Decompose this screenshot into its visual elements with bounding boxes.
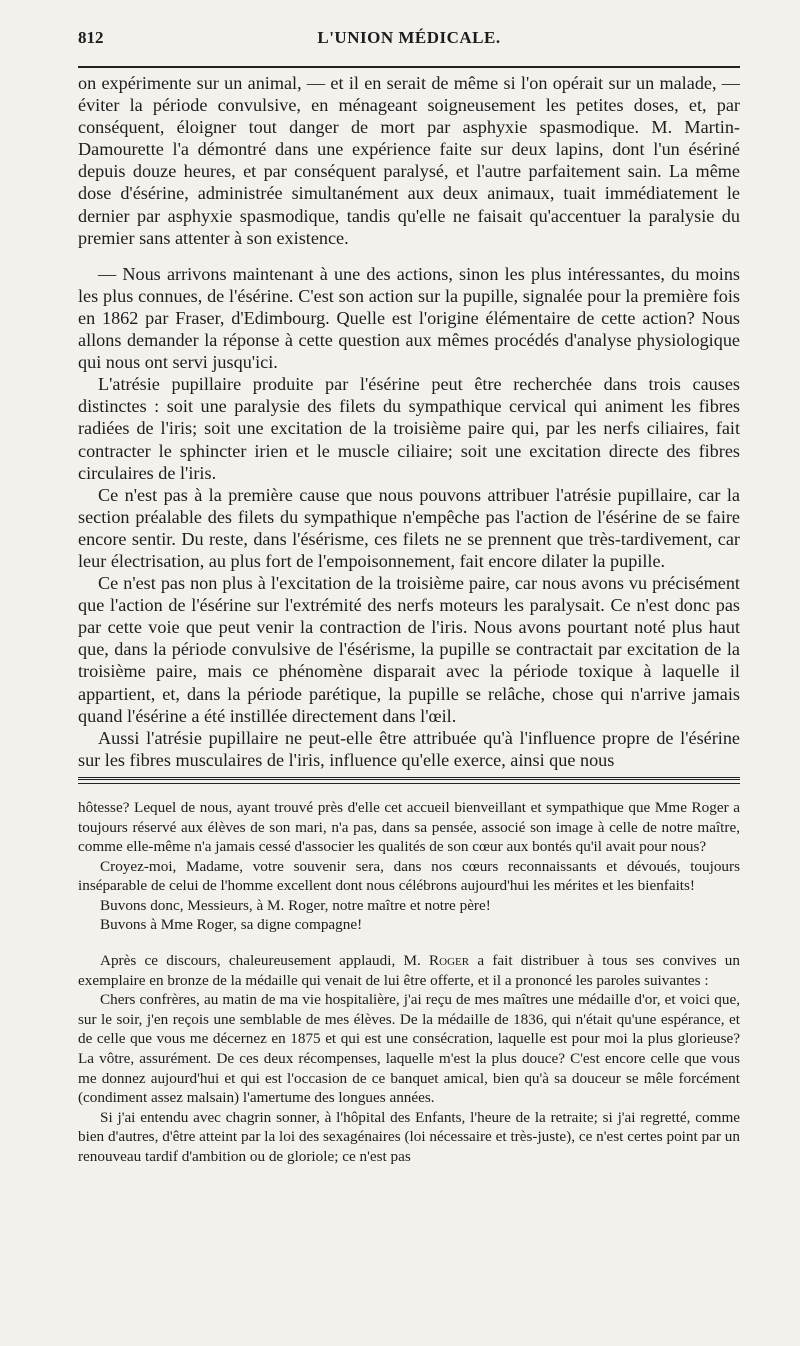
paragraph: Ce n'est pas non plus à l'excitation de la troisième paire, car nous avons vu précisément que l'action de l'ésérine sur l'extrémité des nerfs moteurs les paralysait. Ce n'est donc pas par cette voie que peut venir la contraction de l'iris. Nous avons pourtant noté plus haut que, dans la période convulsive de l'ésérisme, la pupille se contractait par excitation de la troisième paire, mais ce phénomène disparait avec la période toxique à laquelle il appartient, et, dans la période parétique, la pupille se relâche, chose qui n'arrive jamais quand l'ésérine a été instillée directement dans l'œil.	[78, 573, 740, 726]
text-span: a fait distribuer à tous ses convives un exemplaire en bronze de la médaille qui venait de lui être offerte, et il a prononcé les paroles suivantes :	[78, 952, 740, 989]
running-header	[78, 28, 740, 66]
main-text	[78, 72, 740, 771]
paragraph: — Nous arrivons maintenant à une des actions, sinon les plus intéressantes, du moins les plus connues, de l'ésérine. C'est son action sur la pupille, signalée pour la première fois en 1862 par Fraser, d'Edimbourg. Quelle est l'origine élémentaire de cette action? Nous allons demander la réponse à cette question aux mêmes procédés d'analyse physiologique qui nous ont servi jusqu'ici.	[78, 263, 740, 373]
page	[0, 28, 800, 1346]
paragraph: on expérimente sur un animal, — et il en serait de même si l'on opérait sur un malade, — éviter la période convulsive, en ménageant soigneusement les petites doses, et, par conséquent, éloigner tout danger de mort par asphyxie spasmodique. M. Martin-Damourette l'a démontré dans une expérience faite sur deux lapins, dont l'un ésériné depuis douze heures, et par conséquent paralysé, et l'autre parfaitement sain. La même dose d'ésérine, administrée simultanément aux deux animaux, tuait immédiatement le dernier par asphyxie spasmodique, tandis qu'elle ne faisait qu'accentuer la paralysie du premier sans attenter à son existence.	[78, 73, 740, 248]
journal-title: L'UNION MÉDICALE.	[317, 28, 501, 47]
feuilleton-paragraph: Croyez-moi, Madame, votre souvenir sera, dans nos cœurs reconnaissants et dévoués, toujours inséparable de celui de l'homme excellent dont nous célébrons aujourd'hui les mérites et les bienfaits!	[78, 857, 740, 895]
name-small-caps: Roger	[429, 952, 470, 970]
feuilleton-paragraph: Chers confrères, au matin de ma vie hospitalière, j'ai reçu de mes maîtres une médaille d'or, et voici que, sur le soir, j'en reçois une semblable de mes élèves. De la médaille de 1836, qui n'était qu'une espérance, et de celle que vous me décernez en 1875 et qui est une consécration, laquelle est pour moi la plus glorieuse? La vôtre, assurément. De ces deux récompenses, laquelle m'est la plus douce? C'est encore celle que vous me donnez aujourd'hui et qui est l'occasion de ce banquet amical, bien qu'à sa douceur se mêle forcément (condiment assez malsain) l'amertume des longues années.	[78, 991, 740, 1107]
page-number: 812	[78, 28, 104, 47]
feuilleton-paragraph: hôtesse? Lequel de nous, ayant trouvé près d'elle cet accueil bienveillant et sympathique que Mme Roger a toujours réservé aux élèves de son mari, n'a pas, dans sa pensée, associé son image à celle de notre maître, comme elle-même n'a jamais cessé d'associer les qualités de son cœur aux bontés qu'il avait pour nous?	[78, 798, 740, 856]
feuilleton-paragraph	[78, 951, 740, 990]
feuilleton-paragraph: Buvons à Mme Roger, sa digne compagne!	[100, 916, 363, 934]
header-rule	[78, 66, 740, 68]
paragraph: Aussi l'atrésie pupillaire ne peut-elle être attribuée qu'à l'influence propre de l'ésérine sur les fibres musculaires de l'iris, influence qu'elle exerce, ainsi que nous	[78, 727, 740, 770]
feuilleton-text	[78, 798, 740, 1167]
feuilleton-paragraph: Si j'ai entendu avec chagrin sonner, à l'hôpital des Enfants, l'heure de la retraite; si j'ai regretté, comme bien d'autres, d'être atteint par la loi des sexagénaires (loi nécessaire et très-juste), ce n'est certes point par un renouveau tardif d'ambition ou de gloriole; ce n'est pas	[78, 1108, 740, 1165]
paragraph: Ce n'est pas à la première cause que nous pouvons attribuer l'atrésie pupillaire, car la section préalable des filets du sympathique n'empêche pas l'action de l'ésérine de se faire encore sentir. Du reste, dans l'ésérisme, ces filets ne se prennent que très-tardivement, car leur électrisation, au plus fort de l'empoisonnement, fait encore dilater la pupille.	[78, 484, 740, 571]
text-span: Après ce discours, chaleureusement applaudi, M.	[100, 952, 430, 970]
feuilleton-paragraph: Buvons donc, Messieurs, à M. Roger, notre maître et notre père!	[100, 896, 491, 914]
feuilleton-separator	[78, 777, 740, 784]
paragraph: L'atrésie pupillaire produite par l'ésérine peut être recherchée dans trois causes distinctes : soit une paralysie des filets du sympathique cervical qui animent les fibres radiées de l'iris; soit une excitation de la troisième paire qui, par les nerfs ciliaires, fait contracter le sphincter irien et le muscle ciliaire; soit une excitation directe des fibres circulaires de l'iris.	[78, 374, 740, 483]
